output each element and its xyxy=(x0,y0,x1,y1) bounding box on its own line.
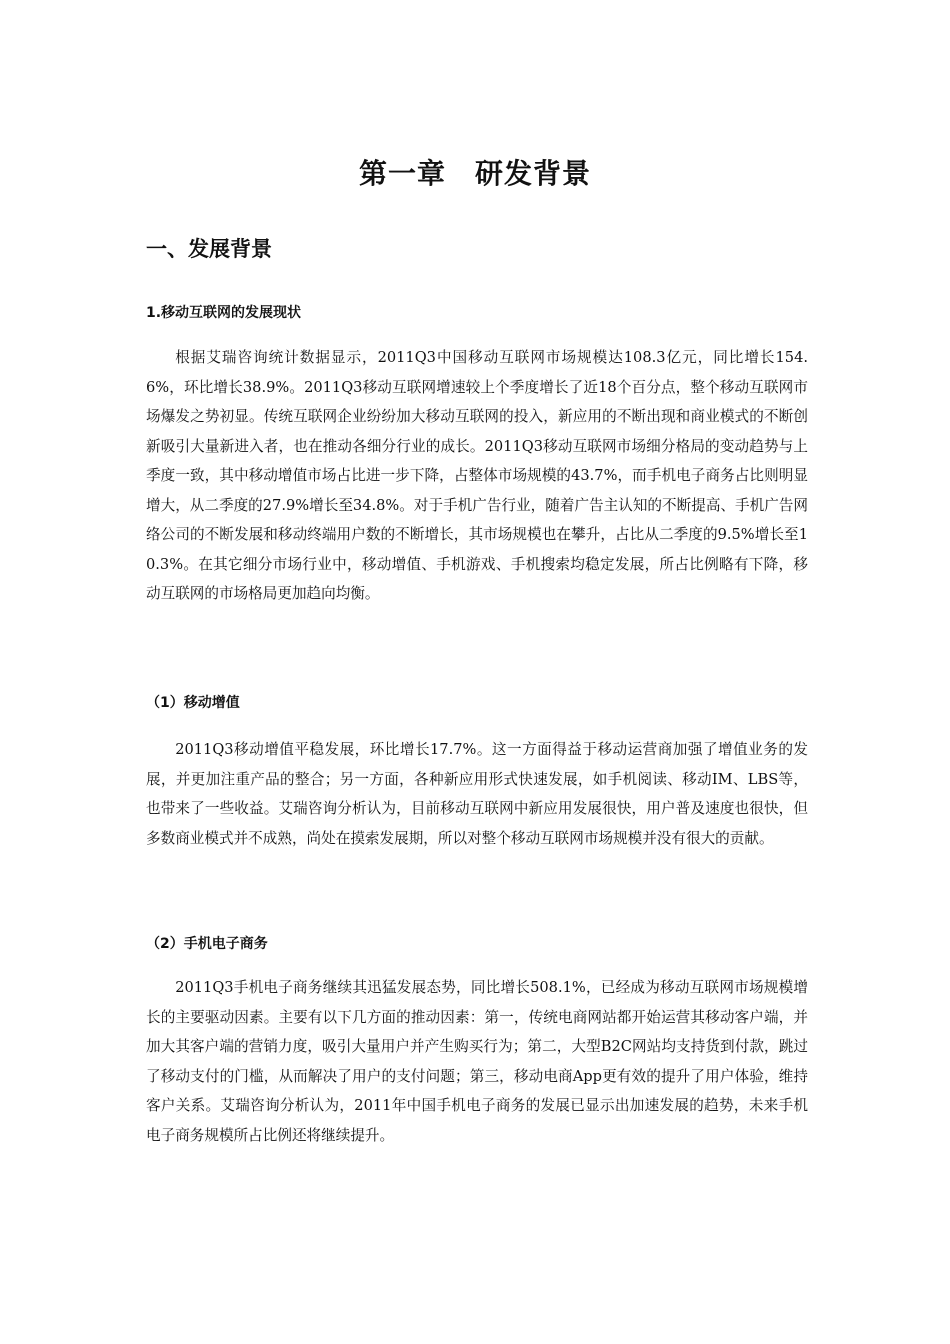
mcommerce-paragraph: 2011Q3手机电子商务继续其迅猛发展态势，同比增长508.1%，已经成为移动互联网市场规模增长的主要驱动因素。主要有以下几方面的推动因素：第一，传统电商网站都开始运营其移动客户端，并加大其客户端的营销力度，吸引大量用户并产生购买行为；第二，大型B2C网站均支持货到付款，跳过了移动支付的门槛，从而解决了用户的支付问题；第三，移动电商App更有效的提升了用户体验，维持客户关系。艾瑞咨询分析认为，2011年中国手机电子商务的发展已显示出加速发展的趋势，未来手机电子商务规模所占比例还将继续提升。 xyxy=(146,979,808,1144)
vas-heading: （1）移动增值 xyxy=(146,695,240,711)
intro-paragraph: 根据艾瑞咨询统计数据显示，2011Q3中国移动互联网市场规模达108.3亿元，同比增长154.6%，环比增长38.9%。2011Q3移动互联网增速较上个季度增长了近18个百分点，整个移动互联网市场爆发之势初显。传统互联网企业纷纷加大移动互联网的投入，新应用的不断出现和商业模式的不断创新吸引大量新进入者，也在推动各细分行业的成长。2011Q3移动互联网市场细分格局的变动趋势与上季度一致，其中移动增值市场占比进一步下降，占整体市场规模的43.7%，而手机电子商务占比则明显增大，从二季度的27.9%增长至34.8%。对于手机广告行业，随着广告主认知的不断提高、手机广告网络公司的不断发展和移动终端用户数的不断增长，其市场规模也在攀升，占比从二季度的9.5%增长至10.3%。在其它细分市场行业中，移动增值、手机游戏、手机搜索均稳定发展，所占比例略有下降，移动互联网的市场格局更加趋向均衡。 xyxy=(146,349,808,602)
mcommerce-heading: （2）手机电子商务 xyxy=(146,936,268,952)
subsection-title: 1.移动互联网的发展现状 xyxy=(146,305,302,321)
chapter-title: 第一章 研发背景 xyxy=(358,157,591,190)
vas-paragraph: 2011Q3移动增值平稳发展，环比增长17.7%。这一方面得益于移动运营商加强了增值业务的发展，并更加注重产品的整合；另一方面，各种新应用形式快速发展，如手机阅读、移动IM、LBS等，也带来了一些收益。艾瑞咨询分析认为，目前移动互联网中新应用发展很快，用户普及速度也很快，但多数商业模式并不成熟，尚处在摸索发展期，所以对整个移动互联网市场规模并没有很大的贡献。 xyxy=(146,741,808,847)
section-title: 一、发展背景 xyxy=(146,237,272,261)
